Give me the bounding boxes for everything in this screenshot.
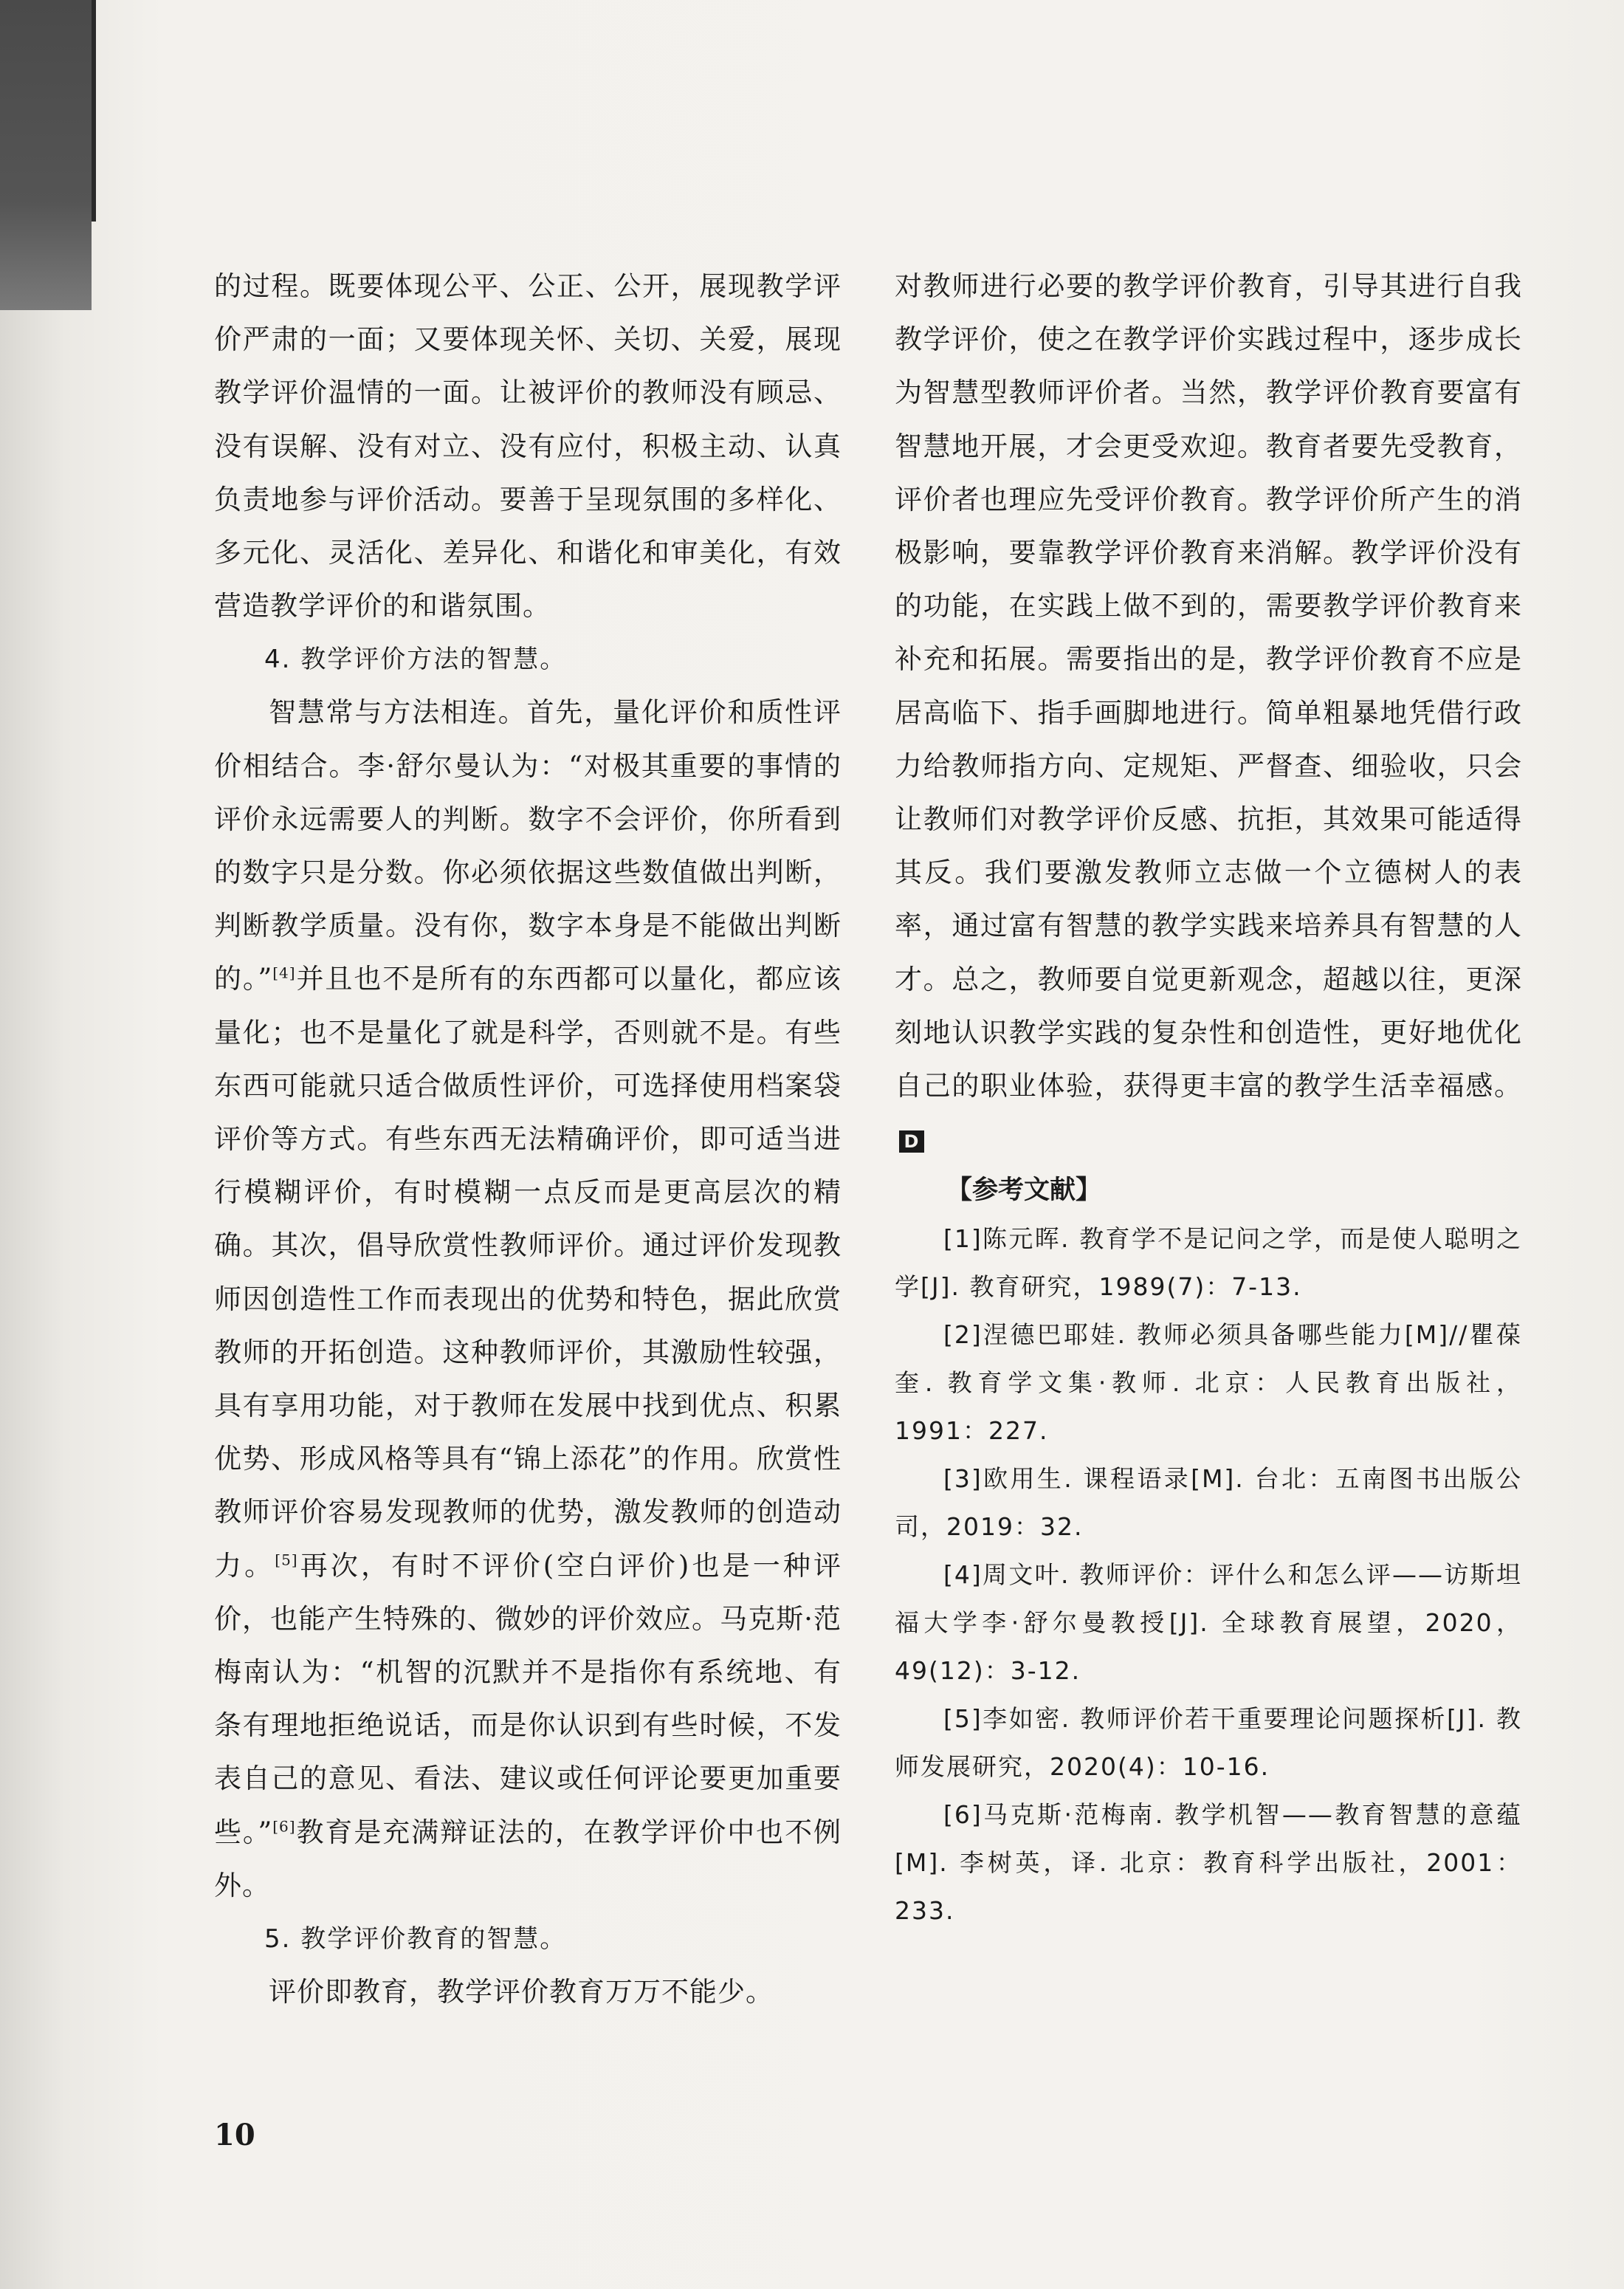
paragraph: 的过程。既要体现公平、公正、公开，展现教学评价严肃的一面；又要体现关怀、关切、关爱，展现教学评价温情的一面。让被评价的教师没有顾忌、没有误解、没有对立、没有应付，积极主动、认真负责地参与评价活动。要善于呈现氛围的多样化、多元化、灵活化、差异化、和谐化和审美化，有效营造教学评价的和谐氛围。	[214, 270, 842, 622]
section-heading: 4. 教学评价方法的智慧。	[264, 645, 567, 675]
paragraph-text: 并且也不是所有的东西都可以量化，都应该量化；也不是量化了就是科学，否则就不是。有些东西可能就只适合做质性评价，可选择使用档案袋评价等方式。有些东西无法精确评价，即可适当进行模糊评价，有时模糊一点反而是更高层次的精确。其次，倡导欣赏性教师评价。通过评价发现教师因创造性工作而表现出的优势和特色，据此欣赏教师的开拓创造。这种教师评价，其激励性较强，具有享用功能，对于教师在发展中找到优点、积累优势、形成风格等具有“锦上添花”的作用。欣赏性教师评价容易发现教师的优势，激发教师的创造动力。	[214, 963, 842, 1582]
page-number: 10	[214, 2118, 255, 2152]
right-column	[895, 260, 1522, 1935]
citation-marker: [6]	[272, 1817, 296, 1836]
paragraph: 评价即教育，教学评价教育万万不能少。	[269, 1976, 774, 2008]
citation-marker: [5]	[275, 1551, 298, 1569]
reference-item: [2]涅德巴耶娃. 教师必须具备哪些能力[M]//瞿葆奎. 教育学文集·教师. 北京：人民教育出版社，1991：227.	[895, 1320, 1522, 1446]
paragraph	[214, 686, 842, 1912]
reference-item: [6]马克斯·范梅南. 教学机智——教育智慧的意蕴[M]. 李树英，译. 北京：教育科学出版社，2001：233.	[895, 1800, 1522, 1926]
reference-item: [1]陈元晖. 教育学不是记问之学，而是使人聪明之学[J]. 教育研究，1989(7)：7-13.	[895, 1224, 1522, 1302]
paragraph-text: 教育是充满辩证法的，在教学评价中也不例外。	[214, 1816, 842, 1901]
paragraph-text: 智慧常与方法相连。首先，量化评价和质性评价相结合。李·舒尔曼认为：“对极其重要的事情的评价永远需要人的判断。数字不会评价，你所看到的数字只是分数。你必须依据这些数值做出判断，判断教学质量。没有你，数字本身是不能做出判断的。”	[214, 696, 842, 995]
paragraph-text: 再次，有时不评价(空白评价)也是一种评价，也能产生特殊的、微妙的评价效应。马克斯·范梅南认为：“机智的沉默并不是指你有系统地、有条有理地拒绝说话，而是你认识到有些时候，不发表自己的意见、看法、建议或任何评论要更加重要些。”	[214, 1549, 842, 1848]
citation-marker: [4]	[272, 964, 296, 983]
reference-item: [4]周文叶. 教师评价：评什么和怎么评——访斯坦福大学李·舒尔曼教授[J]. 全球教育展望，2020，49(12)：3-12.	[895, 1560, 1522, 1686]
paragraph	[895, 260, 1522, 1166]
section-heading: 5. 教学评价教育的智慧。	[264, 1924, 567, 1955]
end-of-article-icon: D	[899, 1130, 924, 1153]
binding-edge-line	[92, 0, 96, 222]
binding-edge	[0, 0, 92, 310]
reference-item: [3]欧用生. 课程语录[M]. 台北：五南图书出版公司，2019：32.	[895, 1464, 1522, 1542]
reference-item: [5]李如密. 教师评价若干重要理论问题探析[J]. 教师发展研究，2020(4)：10-16.	[895, 1704, 1522, 1782]
left-column	[214, 260, 842, 2019]
references-title: 【参考文献】	[946, 1176, 1102, 1206]
paragraph-text: 对教师进行必要的教学评价教育，引导其进行自我教学评价，使之在教学评价实践过程中，逐步成长为智慧型教师评价者。当然，教学评价教育要富有智慧地开展，才会更受欢迎。教育者要先受教育，评价者也理应先受评价教育。教学评价所产生的消极影响，要靠教学评价教育来消解。教学评价没有的功能，在实践上做不到的，需要教学评价教育来补充和拓展。需要指出的是，教学评价教育不应是居高临下、指手画脚地进行。简单粗暴地凭借行政力给教师指方向、定规矩、严督查、细验收，只会让教师们对教学评价反感、抗拒，其效果可能适得其反。我们要激发教师立志做一个立德树人的表率，通过富有智慧的教学实践来培养具有智慧的人才。总之，教师要自觉更新观念，超越以往，更深刻地认识教学实践的复杂性和创造性，更好地优化自己的职业体验，获得更丰富的教学生活幸福感。	[895, 270, 1522, 1102]
